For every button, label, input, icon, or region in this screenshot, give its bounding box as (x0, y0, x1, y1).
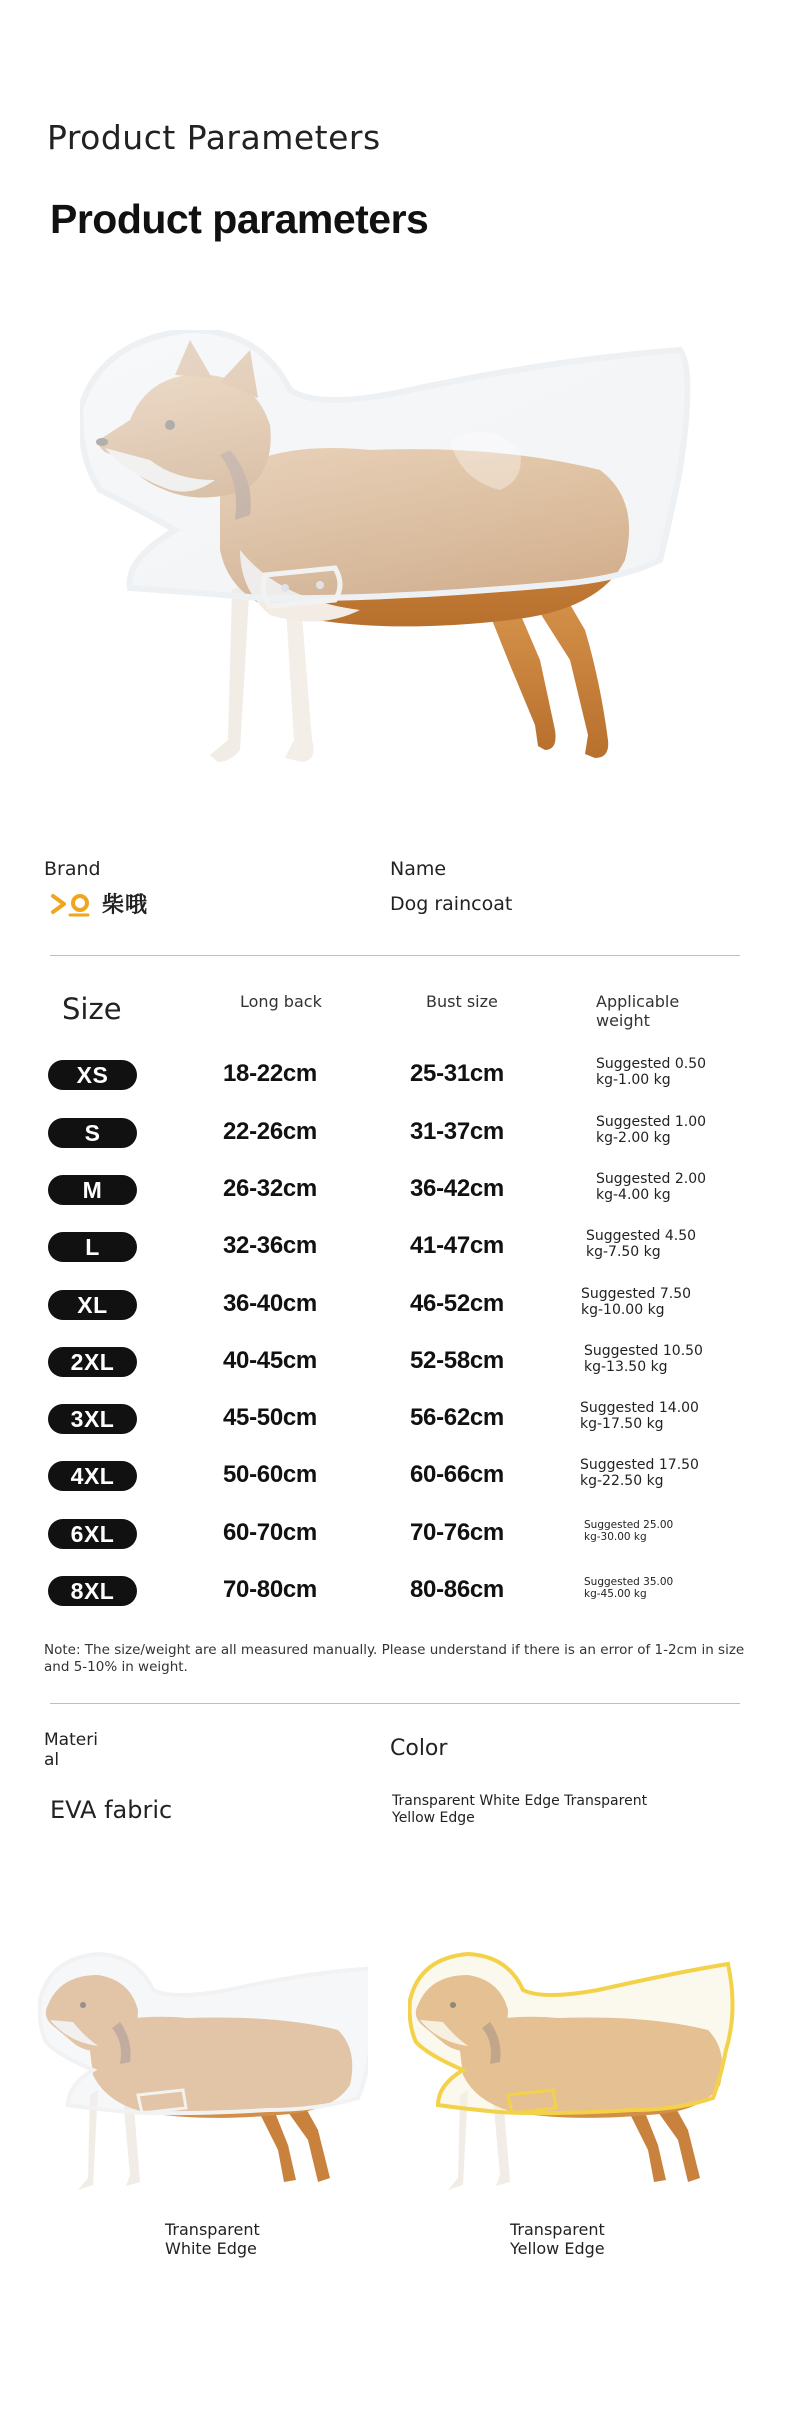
brand-label: Brand (44, 858, 101, 880)
bust-size-value: 31-37cm (410, 1118, 504, 1145)
name-label: Name (390, 858, 447, 880)
color-label: Color (390, 1736, 448, 1761)
bust-size-column-header: Bust size (426, 992, 498, 1011)
bust-size-value: 41-47cm (410, 1232, 504, 1259)
size-badge: L (48, 1232, 137, 1262)
long-back-value: 18-22cm (223, 1060, 317, 1087)
table-row (0, 1054, 790, 1094)
divider (50, 1703, 740, 1704)
bust-size-value: 56-62cm (410, 1404, 504, 1431)
size-column-header: Size (62, 992, 122, 1026)
long-back-value: 70-80cm (223, 1576, 317, 1603)
brand-logo (50, 888, 148, 919)
weight-value: Suggested 35.00 kg-45.00 kg (584, 1576, 674, 1600)
weight-value: Suggested 10.50 kg-13.50 kg (584, 1343, 703, 1375)
weight-value: Suggested 17.50 kg-22.50 kg (580, 1457, 699, 1489)
bust-size-value: 80-86cm (410, 1576, 504, 1603)
long-back-value: 40-45cm (223, 1347, 317, 1374)
hero-dog-raincoat-image (80, 330, 700, 780)
variant-yellow-edge-caption: Transparent Yellow Edge (510, 2220, 605, 2258)
table-row (0, 1570, 790, 1610)
size-badge: XS (48, 1060, 137, 1090)
bust-size-value: 25-31cm (410, 1060, 504, 1087)
size-badge: 2XL (48, 1347, 137, 1377)
material-value: EVA fabric (50, 1796, 173, 1824)
bust-size-value: 46-52cm (410, 1290, 504, 1317)
size-badge: 4XL (48, 1461, 137, 1491)
weight-value: Suggested 7.50 kg-10.00 kg (581, 1286, 692, 1318)
measurement-note: Note: The size/weight are all measured manually. Please understand if there is an error of 1-2cm in size and 5-10% in weight. (44, 1642, 745, 1675)
table-row (0, 1169, 790, 1209)
size-badge: 6XL (48, 1519, 137, 1549)
long-back-column-header: Long back (240, 992, 322, 1011)
page-title: Product parameters (50, 196, 429, 242)
table-row (0, 1112, 790, 1152)
size-badge: S (48, 1118, 137, 1148)
long-back-value: 32-36cm (223, 1232, 317, 1259)
color-value: Transparent White Edge Transparent Yellow Edge (392, 1793, 648, 1826)
divider (50, 955, 740, 956)
variant-white-edge-caption: Transparent White Edge (165, 2220, 260, 2258)
bust-size-value: 52-58cm (410, 1347, 504, 1374)
weight-value: Suggested 2.00 kg-4.00 kg (596, 1171, 707, 1203)
long-back-value: 36-40cm (223, 1290, 317, 1317)
weight-value: Suggested 25.00 kg-30.00 kg (584, 1519, 674, 1543)
weight-value: Suggested 14.00 kg-17.50 kg (580, 1400, 699, 1432)
table-row (0, 1341, 790, 1381)
bust-size-value: 60-66cm (410, 1461, 504, 1488)
section-title: Product Parameters (47, 118, 381, 157)
variant-white-edge-image (38, 1950, 368, 2200)
weight-value: Suggested 4.50 kg-7.50 kg (586, 1228, 697, 1260)
material-label: Materi al (44, 1730, 98, 1770)
table-row (0, 1398, 790, 1438)
bust-size-value: 36-42cm (410, 1175, 504, 1202)
brand-logo-text: 柴哦 (102, 892, 149, 917)
table-row (0, 1513, 790, 1553)
bust-size-value: 70-76cm (410, 1519, 504, 1546)
product-name-value: Dog raincoat (390, 893, 513, 915)
size-badge: M (48, 1175, 137, 1205)
brand-logo-icon (50, 890, 92, 918)
size-badge: 8XL (48, 1576, 137, 1606)
table-row (0, 1226, 790, 1266)
weight-column-header: Applicable weight (596, 992, 680, 1030)
table-row (0, 1284, 790, 1324)
size-badge: 3XL (48, 1404, 137, 1434)
weight-value: Suggested 0.50 kg-1.00 kg (596, 1056, 707, 1088)
table-row (0, 1455, 790, 1495)
long-back-value: 50-60cm (223, 1461, 317, 1488)
long-back-value: 45-50cm (223, 1404, 317, 1431)
long-back-value: 26-32cm (223, 1175, 317, 1202)
variant-yellow-edge-image (408, 1950, 738, 2200)
long-back-value: 60-70cm (223, 1519, 317, 1546)
size-badge: XL (48, 1290, 137, 1320)
long-back-value: 22-26cm (223, 1118, 317, 1145)
weight-value: Suggested 1.00 kg-2.00 kg (596, 1114, 707, 1146)
